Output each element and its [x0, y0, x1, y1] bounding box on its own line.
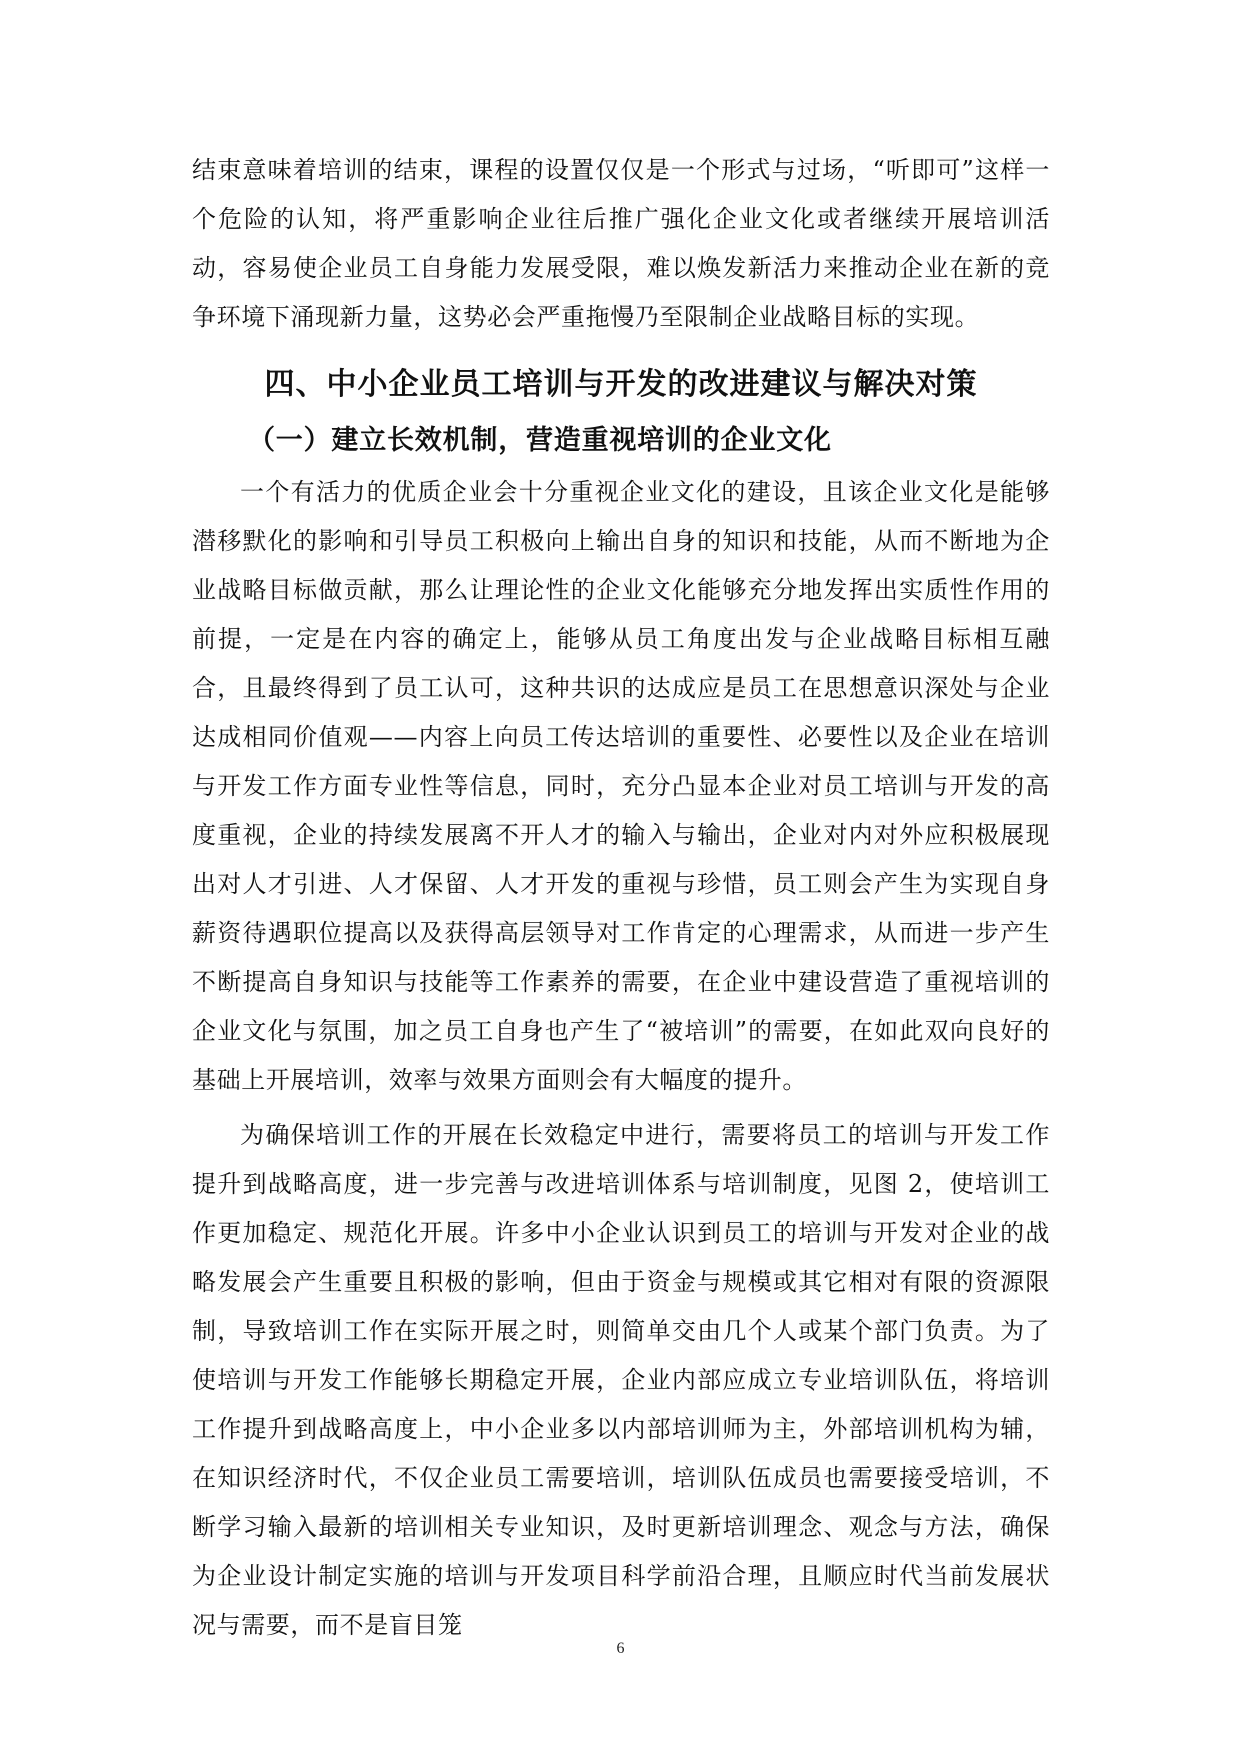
section-heading: 四、中小企业员工培训与开发的改进建议与解决对策 — [264, 367, 978, 402]
body-paragraph-1: 一个有活力的优质企业会十分重视企业文化的建设，且该企业文化是能够潜移默化的影响和引导员工积极向上输出自身的知识和技能，从而不断地为企业战略目标做贡献，那么让理论性的企业文化能够充分地发挥出实质性作用的前提，一定是在内容的确定上，能够从员工角度出发与企业战略目标相互融合，且最终得到了员工认可，这种共识的达成应是员工在思想意识深处与企业达成相同价值观——内容上向员工传达培训的重要性、必要性以及企业在培训与开发工作方面专业性等信息，同时，充分凸显本企业对员工培训与开发的高度重视，企业的持续发展离不开人才的输入与输出，企业对内对外应积极展现出对人才引进、人才保留、人才开发的重视与珍惜，员工则会产生为实现自身薪资待遇职位提高以及获得高层领导对工作肯定的心理需求，从而进一步产生不断提高自身知识与技能等工作素养的需要，在企业中建设营造了重视培训的企业文化与氛围，加之员工自身也产生了“被培训”的需要，在如此双向良好的基础上开展培训，效率与效果方面则会有大幅度的提升。 — [192, 478, 1050, 1094]
intro-paragraph: 结束意味着培训的结束，课程的设置仅仅是一个形式与过场，“听即可”这样一个危险的认知，将严重影响企业往后推广强化企业文化或者继续开展培训活动，容易使企业员工自身能力发展受限，难以焕发新活力来推动企业在新的竞争环境下涌现新力量，这势必会严重拖慢乃至限制企业战略目标的实现。 — [192, 156, 1050, 331]
page-body — [192, 146, 1050, 1650]
page-number: 6 — [616, 1640, 625, 1657]
subsection-heading: （一）建立长效机制，营造重视培训的企业文化 — [248, 425, 832, 456]
body-paragraph-2: 为确保培训工作的开展在长效稳定中进行，需要将员工的培训与开发工作提升到战略高度，进一步完善与改进培训体系与培训制度，见图 2，使培训工作更加稳定、规范化开展。许多中小企业认识到员工的培训与开发对企业的战略发展会产生重要且积极的影响，但由于资金与规模或其它相对有限的资源限制，导致培训工作在实际开展之时，则简单交由几个人或某个部门负责。为了使培训与开发工作能够长期稳定开展，企业内部应成立专业培训队伍，将培训工作提升到战略高度上，中小企业多以内部培训师为主，外部培训机构为辅，在知识经济时代，不仅企业员工需要培训，培训队伍成员也需要接受培训，不断学习输入最新的培训相关专业知识，及时更新培训理念、观念与方法，确保为企业设计制定实施的培训与开发项目科学前沿合理，且顺应时代当前发展状况与需要，而不是盲目笼 — [192, 1121, 1050, 1639]
